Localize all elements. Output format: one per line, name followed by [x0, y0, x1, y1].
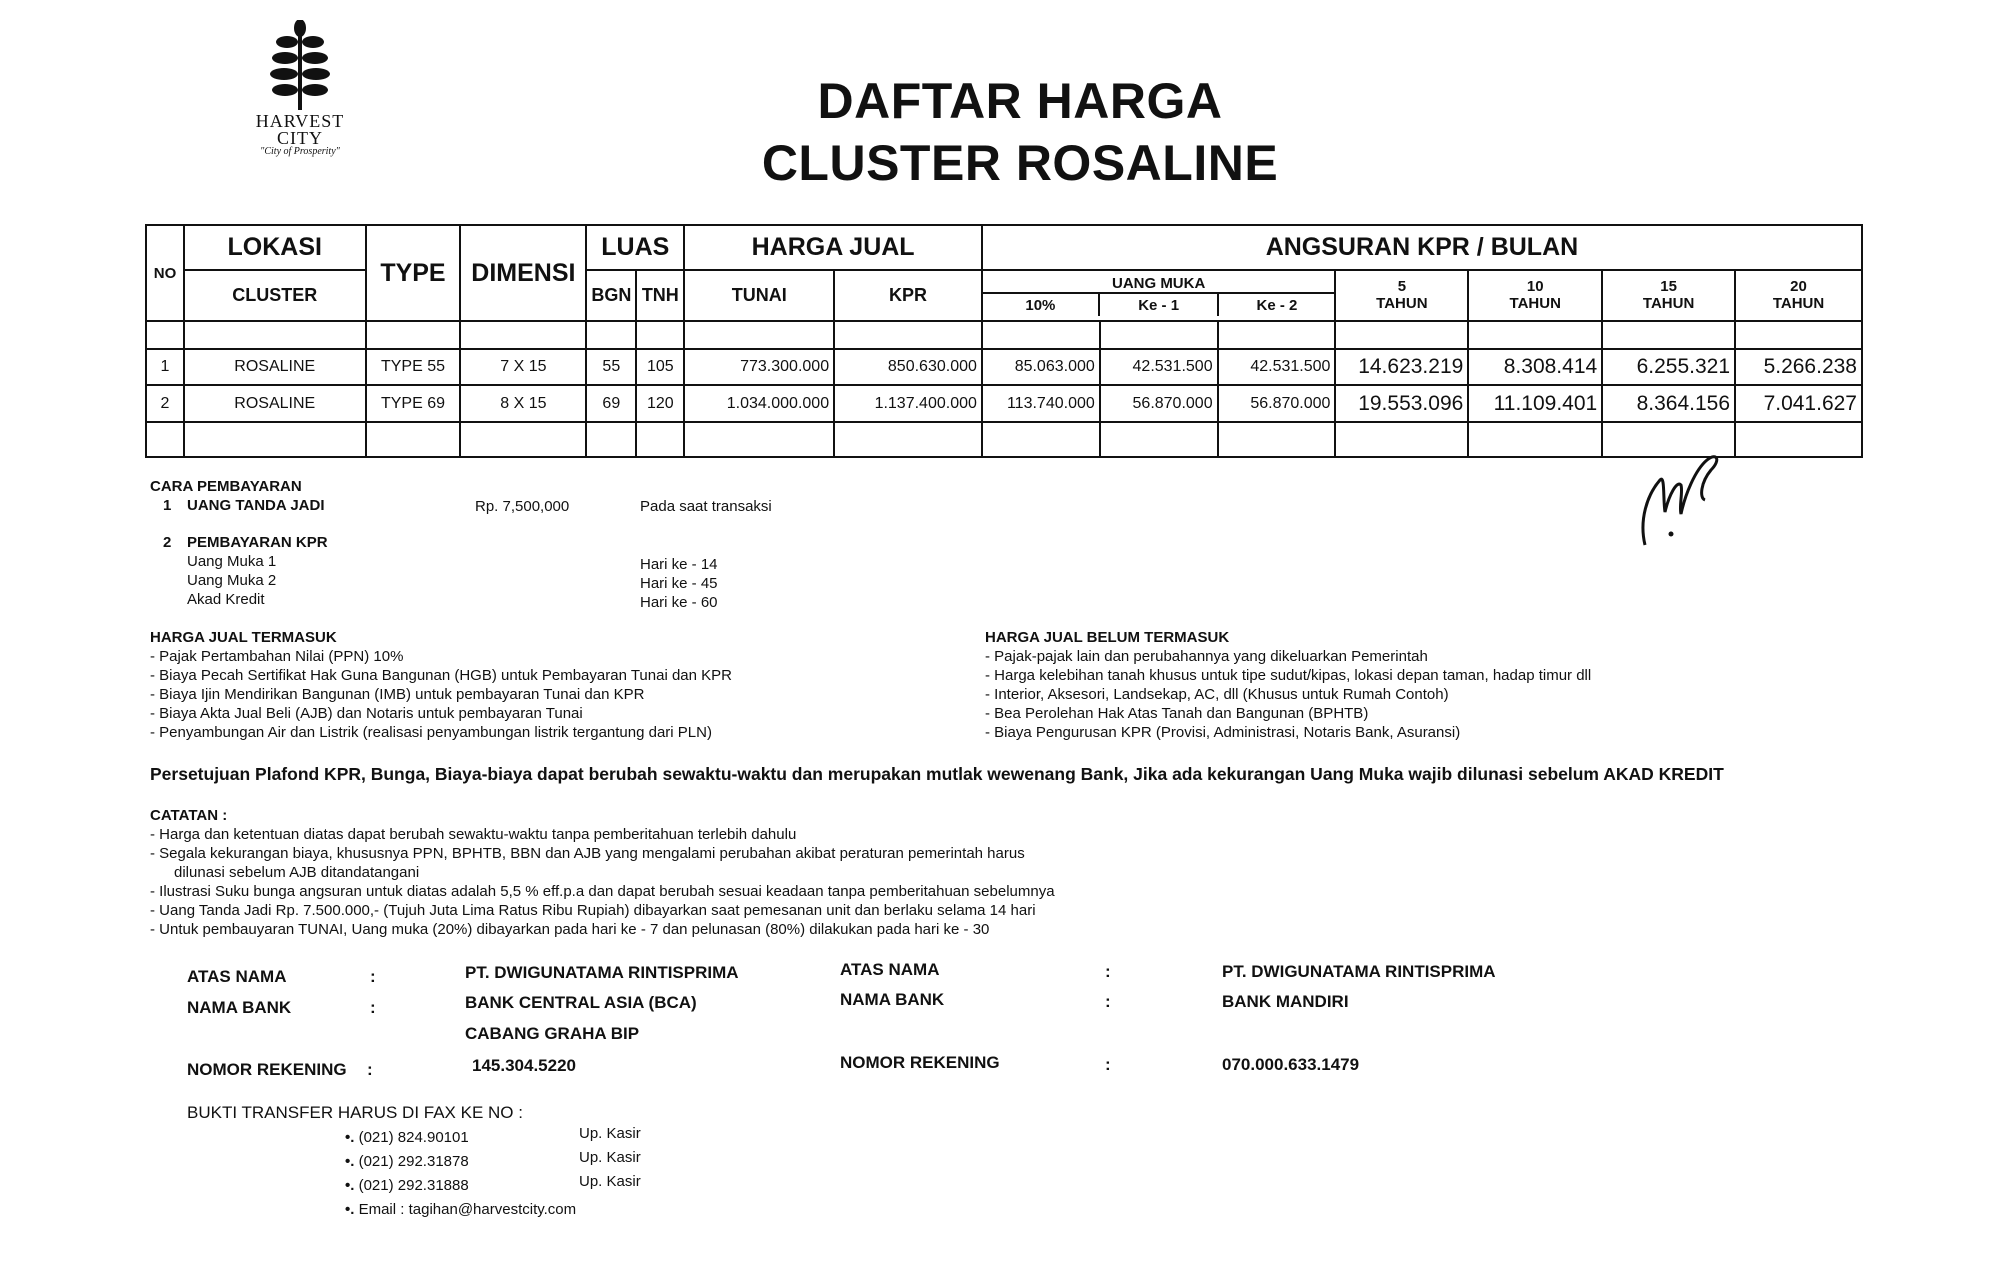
table-spacer-row: [146, 321, 1862, 349]
excluded-item: - Bea Perolehan Hak Atas Tanah dan Bangunan (BPHTB): [985, 704, 1865, 723]
excluded-item: - Interior, Aksesori, Landsekap, AC, dll (Khusus untuk Rumah Contoh): [985, 685, 1865, 704]
notes-item: - Untuk pembauyaran TUNAI, Uang muka (20%) dibayarkan pada hari ke - 7 dan pelunasan (80%) dilakukan pada hari ke - 30: [150, 920, 1150, 939]
left-colon: :: [367, 1060, 373, 1079]
leaf-tree-icon: [265, 20, 335, 112]
right-colon: :: [1105, 992, 1111, 1011]
row-10y: 8.308.414: [1468, 349, 1602, 385]
row-15y: 6.255.321: [1602, 349, 1735, 385]
page-title: [700, 70, 1340, 194]
included-item: - Penyambungan Air dan Listrik (realisasi penyambungan listrik tergantung dari PLN): [150, 723, 970, 742]
notes-item: - Uang Tanda Jadi Rp. 7.500.000,- (Tujuh Juta Lima Ratus Ribu Rupiah) dibayarkan saat pemesanan unit dan berlaku selama 14 hari: [150, 901, 1150, 920]
row-kpr: 850.630.000: [834, 349, 982, 385]
excluded-heading: HARGA JUAL BELUM TERMASUK: [985, 629, 1230, 646]
header-um-10: 10%: [983, 293, 1099, 316]
header-cluster: CLUSTER: [184, 270, 366, 322]
header-tnh: TNH: [636, 270, 684, 322]
table-row: [146, 385, 1862, 421]
payment-step-day: Hari ke - 14: [640, 556, 718, 573]
bullet: •.: [345, 1177, 355, 1194]
left-bank-label: NAMA BANK: [187, 998, 292, 1017]
payment-step-day: Hari ke - 60: [640, 594, 718, 611]
row-tunai: 1.034.000.000: [684, 385, 834, 421]
transfer-heading: BUKTI TRANSFER HARUS DI FAX KE NO :: [187, 1103, 523, 1122]
title-line1: DAFTAR HARGA: [817, 73, 1223, 129]
header-10-unit: TAHUN: [1509, 295, 1561, 313]
kpr-notice: Persetujuan Plafond KPR, Bunga, Biaya-biaya dapat berubah sewaktu-waktu dan merupakan mutlak wewenang Bank, Jika ada kekurangan Uang Muka wajib dilunasi sebelum AKAD KREDIT: [150, 764, 1724, 784]
right-bank: BANK MANDIRI: [1222, 992, 1349, 1011]
payment-item1-note: Pada saat transaksi: [640, 498, 772, 515]
fax-item: [345, 1149, 745, 1176]
header-type: TYPE: [366, 225, 461, 321]
header-um-ke2: Ke - 2: [1256, 296, 1298, 314]
row-tnh: 105: [636, 349, 684, 385]
bullet: •.: [345, 1153, 355, 1170]
included-heading: HARGA JUAL TERMASUK: [150, 629, 337, 646]
row-cluster: ROSALINE: [184, 385, 366, 421]
row-10y: 11.109.401: [1468, 385, 1602, 421]
excluded-item: - Harga kelebihan tanah khusus untuk tipe sudut/kipas, lokasi depan taman, hadap timur dll: [985, 666, 1865, 685]
row-tnh: 120: [636, 385, 684, 421]
fax-item: [345, 1125, 745, 1152]
payment-item1-amount: Rp. 7,500,000: [475, 498, 570, 515]
header-15-unit: TAHUN: [1642, 295, 1695, 313]
header-angsuran: ANGSURAN KPR / BULAN: [982, 225, 1862, 270]
row-5y: 19.553.096: [1335, 385, 1468, 421]
header-tunai: TUNAI: [684, 270, 834, 322]
left-rek-label: NOMOR REKENING: [187, 1060, 347, 1079]
payment-item1-no: 1: [163, 497, 172, 514]
logo-wordmark-line2: CITY: [277, 128, 323, 148]
right-rek: 070.000.633.1479: [1222, 1055, 1360, 1074]
right-rek-label: NOMOR REKENING: [840, 1053, 1000, 1072]
header-dimensi: DIMENSI: [460, 225, 586, 321]
included-item: - Biaya Ijin Mendirikan Bangunan (IMB) untuk pembayaran Tunai dan KPR: [150, 685, 970, 704]
excluded-section: [985, 628, 1865, 742]
row-bgn: 69: [586, 385, 636, 421]
fax-recipient: Up. Kasir: [579, 1125, 641, 1142]
fax-list: [345, 1125, 745, 1224]
row-no: 1: [146, 349, 184, 385]
header-bgn: BGN: [586, 270, 636, 322]
payment-item2-label: PEMBAYARAN KPR: [187, 534, 328, 551]
fax-number: (021) 824.90101: [358, 1129, 469, 1146]
left-bank: BANK CENTRAL ASIA (BCA): [465, 993, 697, 1012]
left-rek: 145.304.5220: [472, 1056, 576, 1075]
payment-step-day: Hari ke - 45: [640, 575, 718, 592]
row-5y: 14.623.219: [1335, 349, 1468, 385]
row-type: TYPE 55: [366, 349, 461, 385]
harvest-city-logo: [230, 20, 370, 180]
notes-continuation: dilunasi sebelum AJB ditandatangani: [174, 864, 420, 881]
fax-number: (021) 292.31878: [358, 1153, 469, 1170]
table-row: [146, 349, 1862, 385]
row-um10: 85.063.000: [982, 349, 1100, 385]
notes-item: - Ilustrasi Suku bunga angsuran untuk diatas adalah 5,5 % eff.p.a dan dapat berubah sesuai keadaan tanpa pemberitahuan sebelumnya: [150, 882, 1150, 901]
left-atas-nama-label: ATAS NAMA: [187, 967, 287, 986]
header-luas: LUAS: [586, 225, 684, 270]
row-tunai: 773.300.000: [684, 349, 834, 385]
header-20-tahun: [1735, 270, 1862, 322]
email-address: Email : tagihan@harvestcity.com: [358, 1201, 577, 1218]
notes-heading: CATATAN :: [150, 807, 228, 824]
fax-recipient: Up. Kasir: [579, 1173, 641, 1190]
row-15y: 8.364.156: [1602, 385, 1735, 421]
right-colon: :: [1105, 962, 1111, 981]
included-item: - Pajak Pertambahan Nilai (PPN) 10%: [150, 647, 970, 666]
row-type: TYPE 69: [366, 385, 461, 421]
header-20-unit: TAHUN: [1772, 295, 1825, 313]
email-item: [345, 1200, 745, 1224]
header-15-tahun: [1602, 270, 1735, 322]
header-5-unit: TAHUN: [1376, 295, 1428, 313]
payment-step-label: Uang Muka 2: [187, 572, 277, 589]
price-table: [145, 224, 1863, 458]
row-ke2: 56.870.000: [1218, 385, 1336, 421]
header-uang-muka-group: [982, 270, 1336, 322]
row-dimensi: 7 X 15: [460, 349, 586, 385]
row-ke1: 42.531.500: [1100, 349, 1218, 385]
left-colon: :: [370, 967, 376, 986]
row-cluster: ROSALINE: [184, 349, 366, 385]
fax-number: (021) 292.31888: [358, 1177, 469, 1194]
payment-item2-no: 2: [163, 534, 172, 551]
payment-item1-label: UANG TANDA JADI: [187, 497, 325, 514]
excluded-item: - Biaya Pengurusan KPR (Provisi, Administrasi, Notaris Bank, Asuransi): [985, 723, 1865, 742]
header-uang-muka: UANG MUKA: [983, 274, 1335, 293]
left-colon: :: [370, 998, 376, 1017]
title-line2: CLUSTER ROSALINE: [761, 135, 1279, 191]
row-20y: 5.266.238: [1735, 349, 1862, 385]
fax-recipient: Up. Kasir: [579, 1149, 641, 1166]
header-lokasi: LOKASI: [184, 225, 366, 270]
excluded-item: - Pajak-pajak lain dan perubahannya yang dikeluarkan Pemerintah: [985, 647, 1865, 666]
payment-step-label: Uang Muka 1: [187, 553, 277, 570]
row-ke2: 42.531.500: [1218, 349, 1336, 385]
included-item: - Biaya Pecah Sertifikat Hak Guna Bangunan (HGB) untuk Pembayaran Tunai dan KPR: [150, 666, 970, 685]
included-item: - Biaya Akta Jual Beli (AJB) dan Notaris untuk pembayaran Tunai: [150, 704, 970, 723]
left-atas-nama: PT. DWIGUNATAMA RINTISPRIMA: [465, 963, 739, 982]
payment-heading: CARA PEMBAYARAN: [150, 478, 302, 495]
logo-wordmark-line1: HARVEST: [255, 111, 345, 131]
row-dimensi: 8 X 15: [460, 385, 586, 421]
bullet: •.: [345, 1201, 355, 1218]
header-5-tahun: [1335, 270, 1468, 322]
right-atas-nama: PT. DWIGUNATAMA RINTISPRIMA: [1222, 962, 1496, 981]
header-kpr: KPR: [834, 270, 982, 322]
header-5-num: 5: [1397, 278, 1407, 296]
table-spacer-row: [146, 422, 1862, 457]
fax-item: [345, 1173, 745, 1200]
header-harga-jual: HARGA JUAL: [684, 225, 982, 270]
right-atas-nama-label: ATAS NAMA: [840, 960, 940, 979]
right-bank-label: NAMA BANK: [840, 990, 945, 1009]
header-no: NO: [146, 225, 184, 321]
header-10-tahun: [1468, 270, 1602, 322]
row-no: 2: [146, 385, 184, 421]
header-20-num: 20: [1790, 278, 1807, 296]
header-15-num: 15: [1660, 278, 1677, 296]
notes-item: - Segala kekurangan biaya, khususnya PPN, BPHTB, BBN dan AJB yang mengalami perubahan akibat peraturan pemerintah harus: [150, 844, 1150, 863]
row-bgn: 55: [586, 349, 636, 385]
right-colon: :: [1105, 1055, 1111, 1074]
row-ke1: 56.870.000: [1100, 385, 1218, 421]
bullet: •.: [345, 1129, 355, 1146]
notes-item: - Harga dan ketentuan diatas dapat berubah sewaktu-waktu tanpa pemberitahuan terlebih dahulu: [150, 825, 1150, 844]
included-section: [150, 628, 970, 742]
header-um-ke1: Ke - 1: [1099, 293, 1219, 316]
left-branch: CABANG GRAHA BIP: [465, 1024, 640, 1043]
row-20y: 7.041.627: [1735, 385, 1862, 421]
payment-step-label: Akad Kredit: [187, 591, 265, 608]
logo-tagline: "City of Prosperity": [260, 146, 340, 157]
row-um10: 113.740.000: [982, 385, 1100, 421]
row-kpr: 1.137.400.000: [834, 385, 982, 421]
signature: [1625, 440, 1725, 550]
notes-section: [150, 806, 1150, 939]
header-10-num: 10: [1526, 278, 1544, 296]
